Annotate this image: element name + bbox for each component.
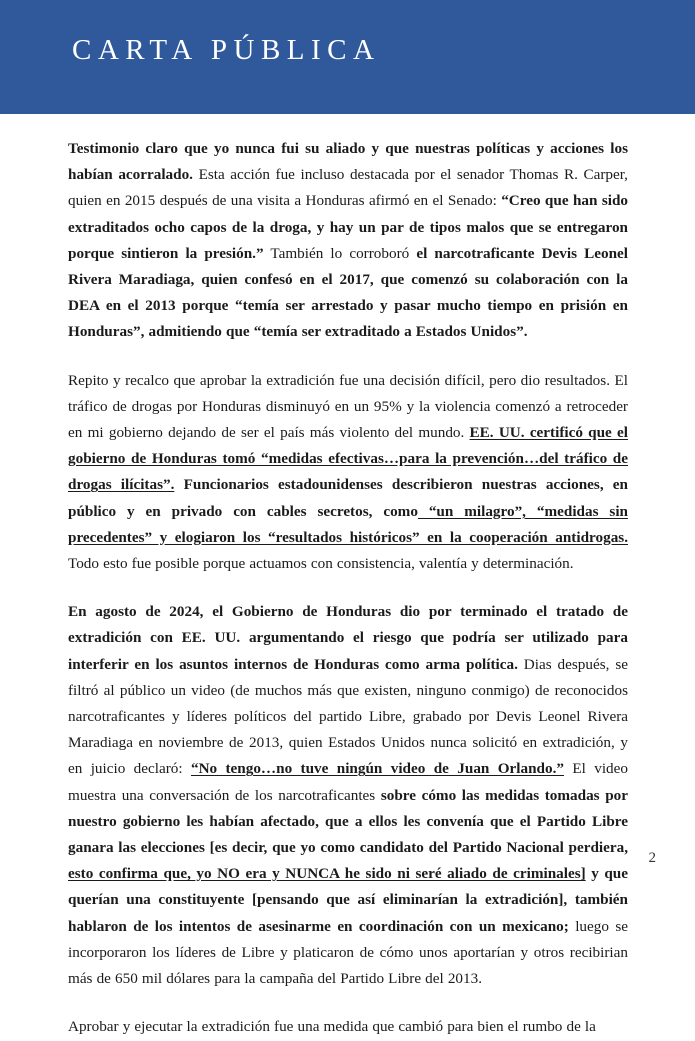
text-run-normal: Repito y recalco que aprobar la extradición fue una decisión difícil, pero dio resultados. El tráfico de drogas por Honduras disminuyó en un 95% y la violencia comenzó a retroceder en mi gobierno dejando de ser el país más violento del mundo.: [68, 371, 628, 442]
text-run-bold-underline: “un milagro”, “medidas sin precedentes” y elogiaron los “resultados históricos” en la cooperación antidrogas.: [68, 502, 628, 546]
paragraph: [68, 368, 628, 578]
text-run-bold: “Creo que han sido extraditados ocho capos de la droga, y hay un par de tipos malos que se entregaron porque sintieron la presión.”: [68, 192, 628, 262]
text-run-bold: el narcotraficante Devis Leonel Rivera Maradiaga, quien confesó en el 2017, que comenzó su colaboración con la DEA en el 2013 porque “temía ser arrestado y pasar mucho tiempo en prisión en Honduras”, admitiendo que “temía ser extraditado a Estados Unidos”.: [68, 244, 628, 341]
document-body: [68, 136, 628, 1041]
text-run-bold: y que querían una constituyente [pensando que así eliminarían la extradición], también hablaron de los intentos de asesinarme en coordinación con un mexicano;: [68, 865, 628, 935]
paragraph: [68, 136, 628, 346]
paragraph: [68, 599, 628, 992]
text-run-bold-underline: EE. UU. certificó que el gobierno de Honduras tomó “medidas efectivas…para la prevención…del tráfico de drogas ilícitas”.: [68, 424, 628, 494]
text-run-normal: Esta acción fue incluso destacada por el senador Thomas R. Carper, quien en 2015 después de una visita a Honduras afirmó en el Senado:: [68, 166, 628, 210]
text-run-normal: También lo corroboró: [263, 244, 417, 262]
text-run-bold-underline: “No tengo…no tuve ningún video de Juan Orlando.”: [190, 760, 564, 778]
text-run-bold: sobre cómo las medidas tomadas por nuestro gobierno les habían afectado, que a ellos les convenía que el Partido Libre ganara las elecciones [es decir, que yo como candidato del Partido Nacional perdiera,: [68, 786, 628, 857]
text-run-normal: Aprobar y ejecutar la extradición fue una medida que cambió para bien el rumbo de la: [68, 1018, 596, 1036]
text-run-normal: Dias después, se filtró al público un video (de muchos más que existen, ninguno conmigo) de reconocidos narcotraficantes y líderes políticos del partido Libre, grabado por Devis Leonel Rivera Maradiaga en noviembre de 2013, quien Estados Unidos nunca solicitó en extradición, y en juicio declaró:: [68, 655, 628, 778]
text-run-normal: Todo esto fue posible porque actuamos con consistencia, valentía y determinación.: [68, 555, 574, 573]
page-number: 2: [648, 850, 656, 866]
page-header-banner: [0, 0, 695, 114]
text-run-normal: luego se incorporaron los líderes de Libre y platicaron de cómo unos aportarían y otros recibirian más de 650 mil dólares para la campaña del Partido Libre del 2013.: [68, 917, 628, 988]
page-title: CARTA PÚBLICA: [72, 34, 381, 66]
text-run-bold: En agosto de 2024, el Gobierno de Honduras dio por terminado el tratado de extradición con EE. UU. argumentando el riesgo que podría ser utilizado para interferir en los asuntos internos de Honduras como arma política.: [68, 603, 628, 673]
text-run-bold: Testimonio claro que yo nunca fui su aliado y que nuestras políticas y acciones los habían acorralado.: [68, 140, 628, 184]
text-run-bold-underline: esto confirma que, yo NO era y NUNCA he sido ni seré aliado de criminales]: [68, 865, 586, 883]
text-run-normal: El video muestra una conversación de los narcotraficantes: [68, 760, 628, 804]
paragraph: [68, 1014, 628, 1040]
document-page: [0, 114, 695, 1036]
text-run-bold: Funcionarios estadounidenses describieron nuestras acciones, en público y en privado con cables secretos, como: [68, 476, 628, 520]
